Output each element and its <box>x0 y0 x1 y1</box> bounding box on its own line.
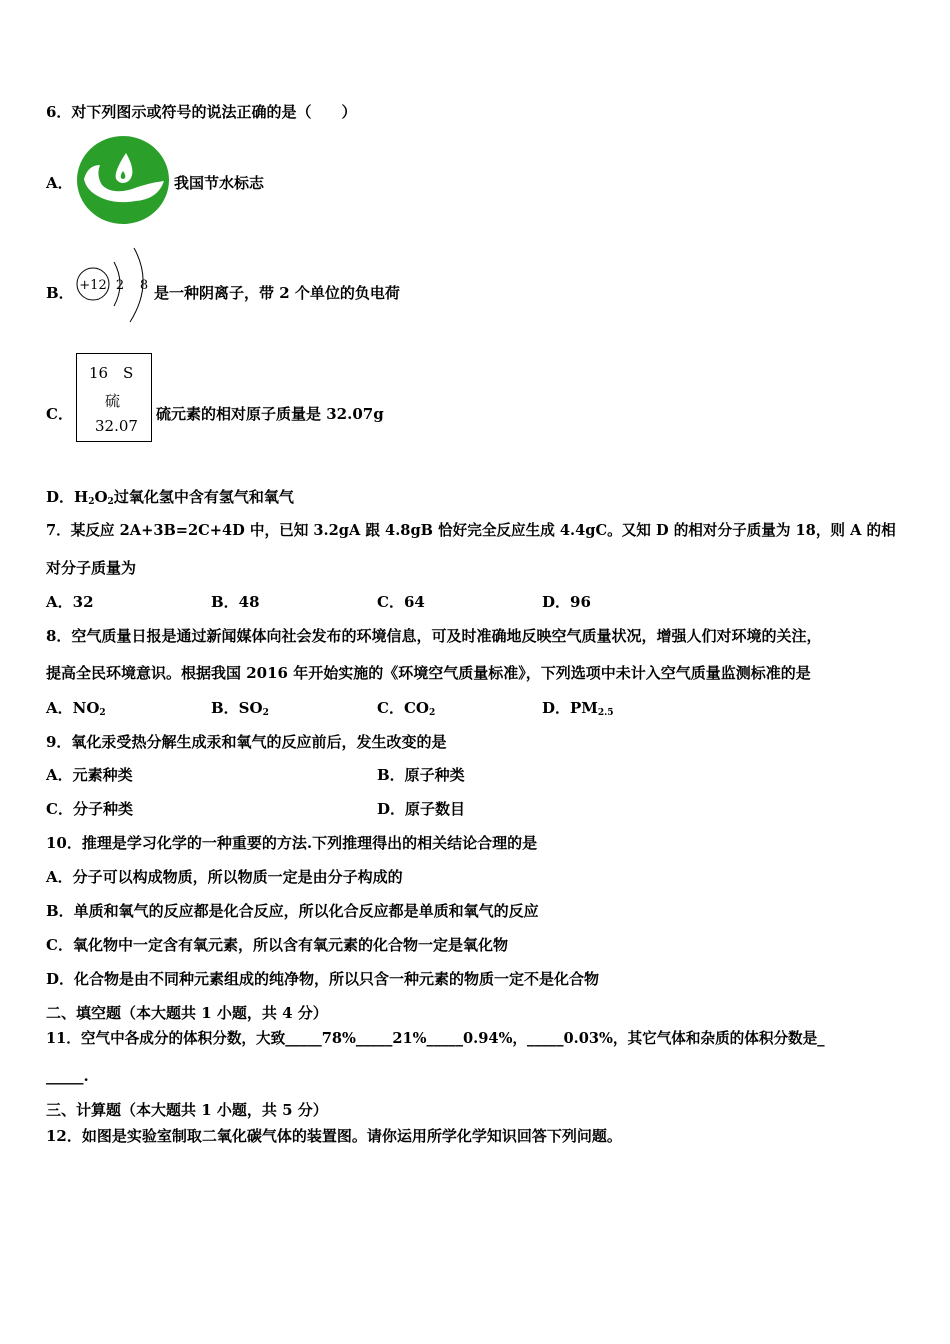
section-3-heading: 三、计算题（本大题共 1 小题，共 5 分） <box>46 1101 328 1119</box>
q9-option-a: A．元素种类 <box>46 766 133 784</box>
q6-option-d-text: 过氧化氢中含有氢气和氧气 <box>113 488 294 506</box>
q6-option-a-text: 我国节水标志 <box>174 174 265 192</box>
atomic-number: 16 <box>89 364 109 382</box>
q8-option-a: A．$NO_2$ <box>46 699 106 718</box>
q8-option-c: C．$CO_2$ <box>377 699 436 718</box>
q9-option-b: B．原子种类 <box>377 766 465 784</box>
q7-option-a: A．32 <box>46 593 94 611</box>
ion-structure-diagram <box>74 244 154 326</box>
q10-option-d: D．化合物是由不同种元素组成的纯净物，所以只含一种元素的物质一定不是化合物 <box>46 970 600 988</box>
q7-stem-line2: 对分子质量为 <box>46 559 137 577</box>
q6-option-a-label: A． <box>46 174 73 192</box>
q6-option-d <box>46 487 294 512</box>
q10-stem: 10．推理是学习化学的一种重要的方法.下列推理得出的相关结论合理的是 <box>46 834 538 852</box>
q9-stem: 9．氧化汞受热分解生成汞和氧气的反应前后，发生改变的是 <box>46 733 447 751</box>
q7-stem-line1: 7．某反应 2A+3B=2C+4D 中，已知 3.2gA 跟 4.8gB 恰好完全反应生成 4.4gC。又知 D 的相对分子质量为 18，则 A 的相 <box>46 522 896 539</box>
q6-stem: 6．对下列图示或符号的说法正确的是（ ） <box>46 103 357 121</box>
q9-option-c: C．分子种类 <box>46 800 133 818</box>
q7-option-b: B．48 <box>211 593 260 611</box>
q6-option-d-label: D． <box>46 488 75 506</box>
shell-1-electrons: 2 <box>115 278 125 293</box>
q8-stem-line2: 提高全民环境意识。根据我国 2016 年开始实施的《环境空气质量标准》，下列选项中未计入空气质量监测标准的是 <box>46 664 811 682</box>
q7-option-c: C．64 <box>377 593 425 611</box>
d-formula-o: O <box>94 488 108 506</box>
q6-option-c-label: C． <box>46 405 73 423</box>
shell-2-electrons: 8 <box>139 278 149 293</box>
q6-option-b-label: B． <box>46 284 74 302</box>
q10-option-c: C．氧化物中一定含有氧元素，所以含有氧元素的化合物一定是氧化物 <box>46 936 508 954</box>
q8-option-d: D．$PM_{2.5}$ <box>542 699 614 718</box>
element-name: 硫 <box>105 392 121 410</box>
q10-option-a: A．分子可以构成物质，所以物质一定是由分子构成的 <box>46 868 403 886</box>
q6-option-b-text: 是一种阴离子，带 2 个单位的负电荷 <box>154 284 400 302</box>
q11-line1: 11．空气中各成分的体积分数，大致_____78%_____21%_____0.94%，_____0.03%，其它气体和杂质的体积分数是_ <box>46 1030 825 1047</box>
q8-option-b: B．$SO_2$ <box>211 699 269 718</box>
q7-option-d: D．96 <box>542 593 591 611</box>
d-sub-2: 2 <box>107 497 114 507</box>
q6-option-c-text: 硫元素的相对原子质量是 32.07g <box>156 405 384 423</box>
water-saving-logo <box>76 135 170 225</box>
sulfur-element-card <box>76 353 152 442</box>
d-sub-1: 2 <box>88 497 95 507</box>
element-symbol: S <box>123 364 134 382</box>
q12-stem: 12．如图是实验室制取二氧化碳气体的装置图。请你运用所学化学知识回答下列问题。 <box>46 1127 622 1145</box>
q10-option-b: B．单质和氧气的反应都是化合反应，所以化合反应都是单质和氧气的反应 <box>46 902 539 920</box>
q9-option-d: D．原子数目 <box>377 800 466 818</box>
atomic-mass: 32.07 <box>95 417 138 435</box>
nucleus-charge: +12 <box>79 278 107 293</box>
q8-stem-line1: 8．空气质量日报是通过新闻媒体向社会发布的环境信息，可及时准确地反映空气质量状况，增强人们对环境的关注， <box>46 627 822 645</box>
q11-line2: _____. <box>46 1067 89 1085</box>
section-2-heading: 二、填空题（本大题共 1 小题，共 4 分） <box>46 1004 328 1022</box>
d-formula-h: H <box>74 488 89 506</box>
